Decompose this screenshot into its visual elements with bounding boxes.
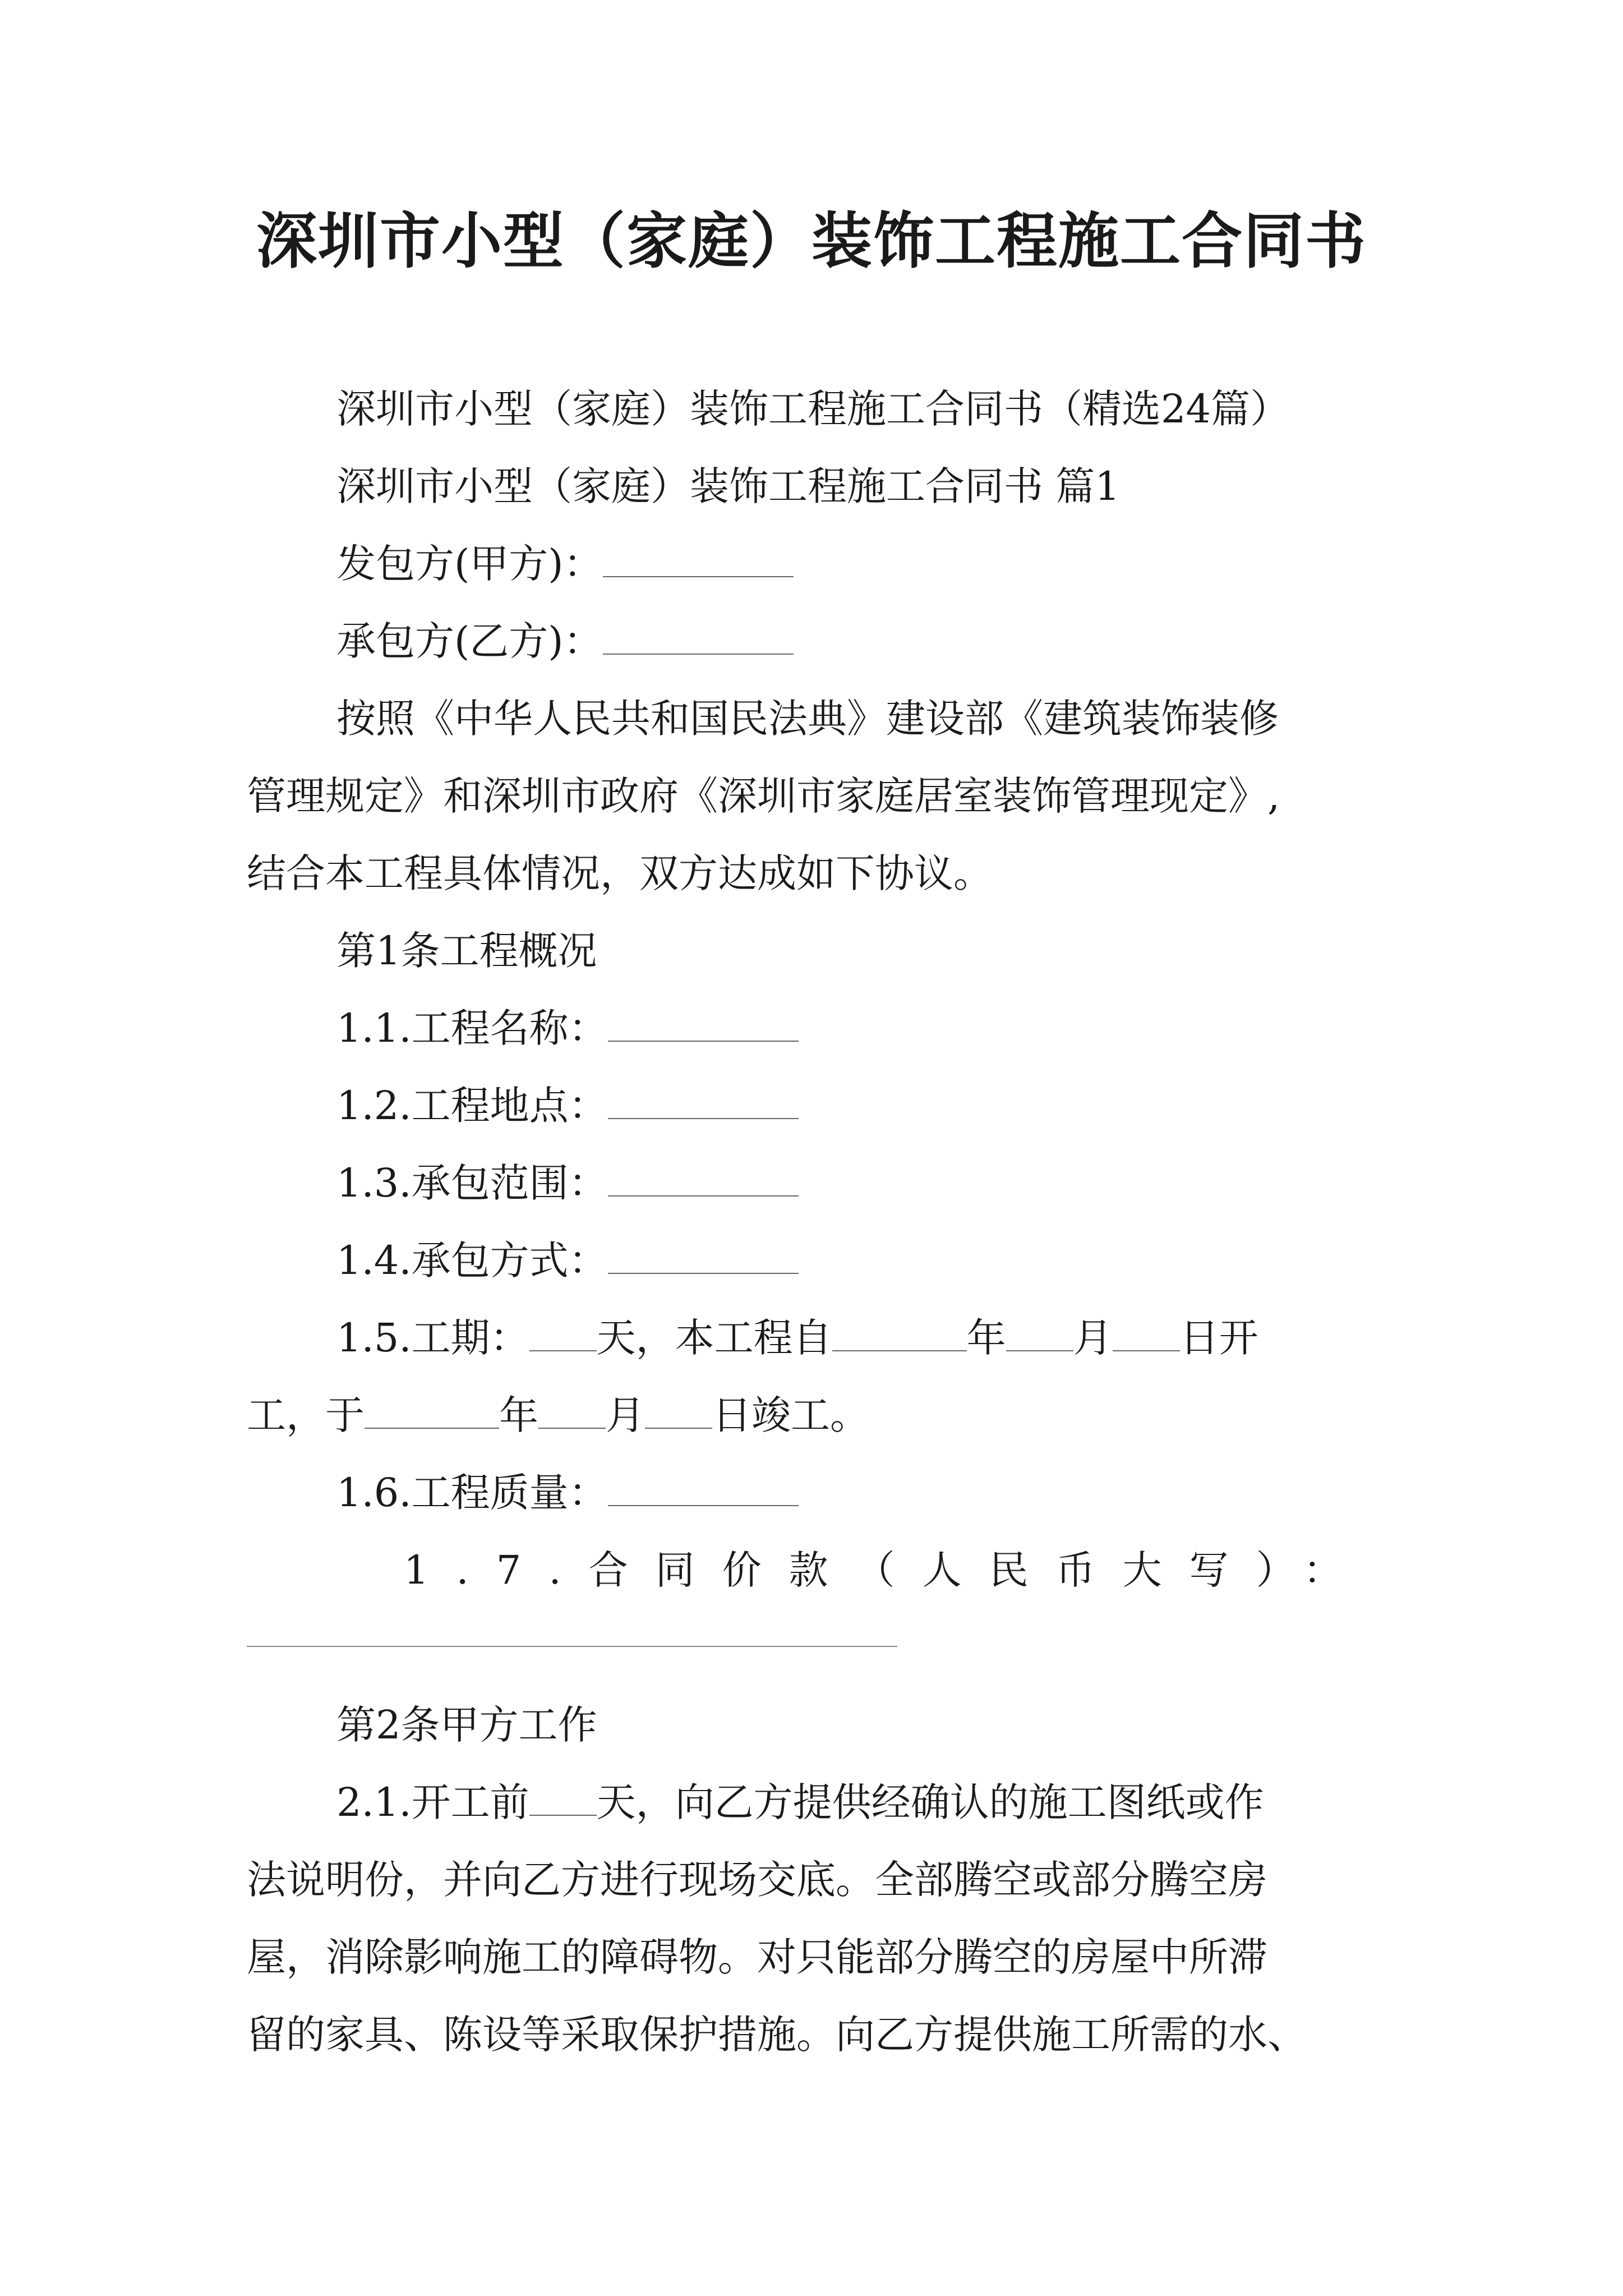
item-1-1-label: 1.1.工程名称： — [336, 1005, 608, 1051]
item-2-1-line-4: 留的家具、陈设等采取保护措施。向乙方提供施工所需的水、 — [247, 2012, 1307, 2058]
end-year-blank — [365, 1394, 499, 1429]
intro-line-2: 管理规定》和深圳市政府《深圳市家庭居室装饰管理现定》, — [247, 773, 1280, 819]
item-1-5-line-2 — [247, 1377, 1391, 1454]
item-1-2 — [247, 1067, 1391, 1144]
item-1-3-blank — [608, 1162, 799, 1197]
item-1-5-text-g: 年 — [499, 1392, 538, 1438]
item-1-5-text-i: 日竣工。 — [712, 1392, 869, 1438]
contract-price-blank-row — [247, 1609, 1391, 1686]
pre-start-days-blank — [529, 1781, 597, 1816]
item-2-1-text-b: 天，向乙方提供经确认的施工图纸或作 — [596, 1779, 1264, 1825]
item-1-6-label: 1.6.工程质量： — [336, 1470, 608, 1516]
item-1-6-blank — [608, 1471, 799, 1506]
item-2-1-line-2: 法说明份，并向乙方进行现场交底。全部腾空或部分腾空房 — [247, 1857, 1267, 1903]
start-day-blank — [1113, 1317, 1180, 1351]
party-a-blank — [603, 542, 794, 577]
item-1-4-blank — [608, 1239, 799, 1274]
item-1-5-text-f: 工，于 — [247, 1392, 365, 1438]
item-1-7: 1.7.合同价款（人民币大写）： — [404, 1547, 1370, 1593]
document-body — [247, 370, 1391, 2073]
item-1-5-label: 1.5.工期： — [336, 1315, 529, 1361]
item-1-1 — [247, 990, 1391, 1067]
item-1-3-label: 1.3.承包范围： — [336, 1160, 608, 1206]
article-1-heading: 第1条工程概况 — [336, 928, 597, 974]
party-a-label: 发包方(甲方)： — [336, 541, 603, 587]
item-2-1-line-1 — [247, 1764, 1391, 1841]
party-b-label: 承包方(乙方)： — [336, 618, 603, 664]
subtitle: 深圳市小型（家庭）装饰工程施工合同书（精选24篇） — [336, 386, 1290, 432]
item-1-3 — [247, 1144, 1391, 1222]
end-day-blank — [645, 1394, 712, 1429]
item-1-5-text-b: 天，本工程自 — [596, 1315, 832, 1361]
item-1-5-text-c: 年 — [966, 1315, 1006, 1361]
item-1-1-blank — [608, 1007, 799, 1042]
duration-days-blank — [529, 1317, 597, 1351]
contract-price-blank — [247, 1646, 897, 1647]
item-1-2-label: 1.2.工程地点： — [336, 1083, 608, 1129]
item-1-4 — [247, 1222, 1391, 1299]
article-2-heading: 第2条甲方工作 — [336, 1702, 597, 1748]
party-b-blank — [603, 620, 794, 655]
item-1-5-line-1 — [247, 1299, 1391, 1377]
item-2-1-text-a: 2.1.开工前 — [336, 1779, 529, 1825]
item-1-5-text-e: 日开 — [1179, 1315, 1258, 1361]
start-month-blank — [1006, 1317, 1073, 1351]
start-year-blank — [832, 1317, 967, 1351]
item-1-6 — [247, 1454, 1391, 1531]
item-1-5-text-d: 月 — [1073, 1315, 1113, 1361]
item-1-4-label: 1.4.承包方式： — [336, 1237, 608, 1283]
intro-line-3: 结合本工程具体情况，双方达成如下协议。 — [247, 850, 993, 896]
item-1-2-blank — [608, 1084, 799, 1119]
end-month-blank — [538, 1394, 606, 1429]
party-a-line — [247, 525, 1391, 602]
item-1-5-text-h: 月 — [606, 1392, 645, 1438]
document-title: 深圳市小型（家庭）装饰工程施工合同书 — [256, 206, 1367, 277]
intro-line-1: 按照《中华人民共和国民法典》建设部《建筑装饰装修 — [336, 696, 1279, 742]
item-2-1-line-3: 屋，消除影响施工的障碍物。对只能部分腾空的房屋中所滞 — [247, 1934, 1267, 1980]
section-heading: 深圳市小型（家庭）装饰工程施工合同书 篇1 — [336, 463, 1120, 509]
party-b-line — [247, 602, 1391, 680]
